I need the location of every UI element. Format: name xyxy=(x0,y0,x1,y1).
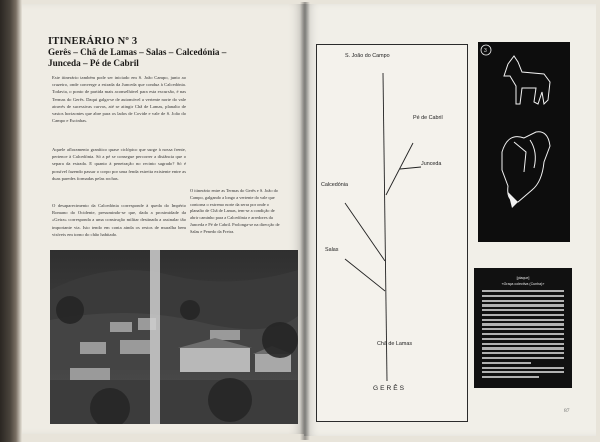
title-line-2: Gerês – Chã de Lamas – Salas – Calcedónia – Junceda – Pé de Cabril xyxy=(48,47,227,68)
label-geres: GERÊS xyxy=(373,385,407,392)
label-s-joao-do-campo: S. João do Campo xyxy=(345,53,390,59)
route-diagram xyxy=(316,44,468,422)
title-line-1: ITINERÁRIO Nº 3 xyxy=(48,36,138,47)
map-caption: O itinerário entre as Termas do Gerês e S. João do Campo, galgando a longo a vertente do vale que contorna o extremo norte da serra por onde o planalto de Chã de Lamas, tem-se a condição de abrir caminho para a Calcedónia e arredores da Junceda e Pé de Cabril. Prolonga-se na direcção de Salas e Penedo da Freira. xyxy=(190,188,280,234)
village-photo xyxy=(50,250,298,424)
plaque-title-2: «Graça colectiva (Cunha)» xyxy=(501,282,545,286)
page-number: 87 xyxy=(564,408,570,414)
label-cha-de-lamas: Chã de Lamas xyxy=(377,341,413,347)
label-junceda: Junceda xyxy=(421,161,442,167)
paragraph-1: Este itinerário também pode ser iniciado em S. João Campo, junto ao cruzeiro, onde converge a estrada da Junceda que conduz à Calcedónia. Todavia, o ponto de partida mais aconselhável para esta excursão, é nas Termas do Gerês. Daqui galga-se de automóvel a vertente norte do vale através de sucessivas curvas, até se atingir Chã de Lamas, planalto de vastos horizontes que abre para os lados de Covide e vale de S. João do Campo e Escinhas. xyxy=(52,75,186,124)
book-gutter xyxy=(300,2,310,440)
label-calcedonia: Calcedónia xyxy=(321,182,348,188)
plaque-title-1: [plaque] xyxy=(516,276,530,280)
horse-and-map-illustration xyxy=(478,42,570,242)
plaque-text-lines xyxy=(482,290,564,381)
svg-text:3: 3 xyxy=(484,48,487,54)
inscription-plaque xyxy=(474,268,572,388)
paragraph-2: Aquele afloramento granítico quase ciclópico que surge à nossa frente, pertence à Calcedónia. Só a pé se consegue percorrer a distância que o separa da estrada. E quanto à penetração no recinto sagrado? Só é possível fazendo passar o corpo por uma fenda estreita existente entre as duas paredes formadas pelas rochas. xyxy=(52,147,186,181)
paragraph-3: O desaparecimento da Calcedónia corresponde à queda do Império Romano do Ocidente, presumindo-se que, dada a proximidade da «Geira» corresponda a uma construção militar destinada a assinalar tão importante via. Isto tendo em conta ainda os restos de muralha bem visíveis em torno do chão habitado. xyxy=(52,203,186,237)
itinerary-title xyxy=(48,36,248,69)
route-lines xyxy=(317,45,467,421)
label-salas: Salas xyxy=(325,247,339,253)
horse-map-panel xyxy=(478,42,570,242)
label-pe-de-cabril: Pé de Cabril xyxy=(413,115,443,121)
